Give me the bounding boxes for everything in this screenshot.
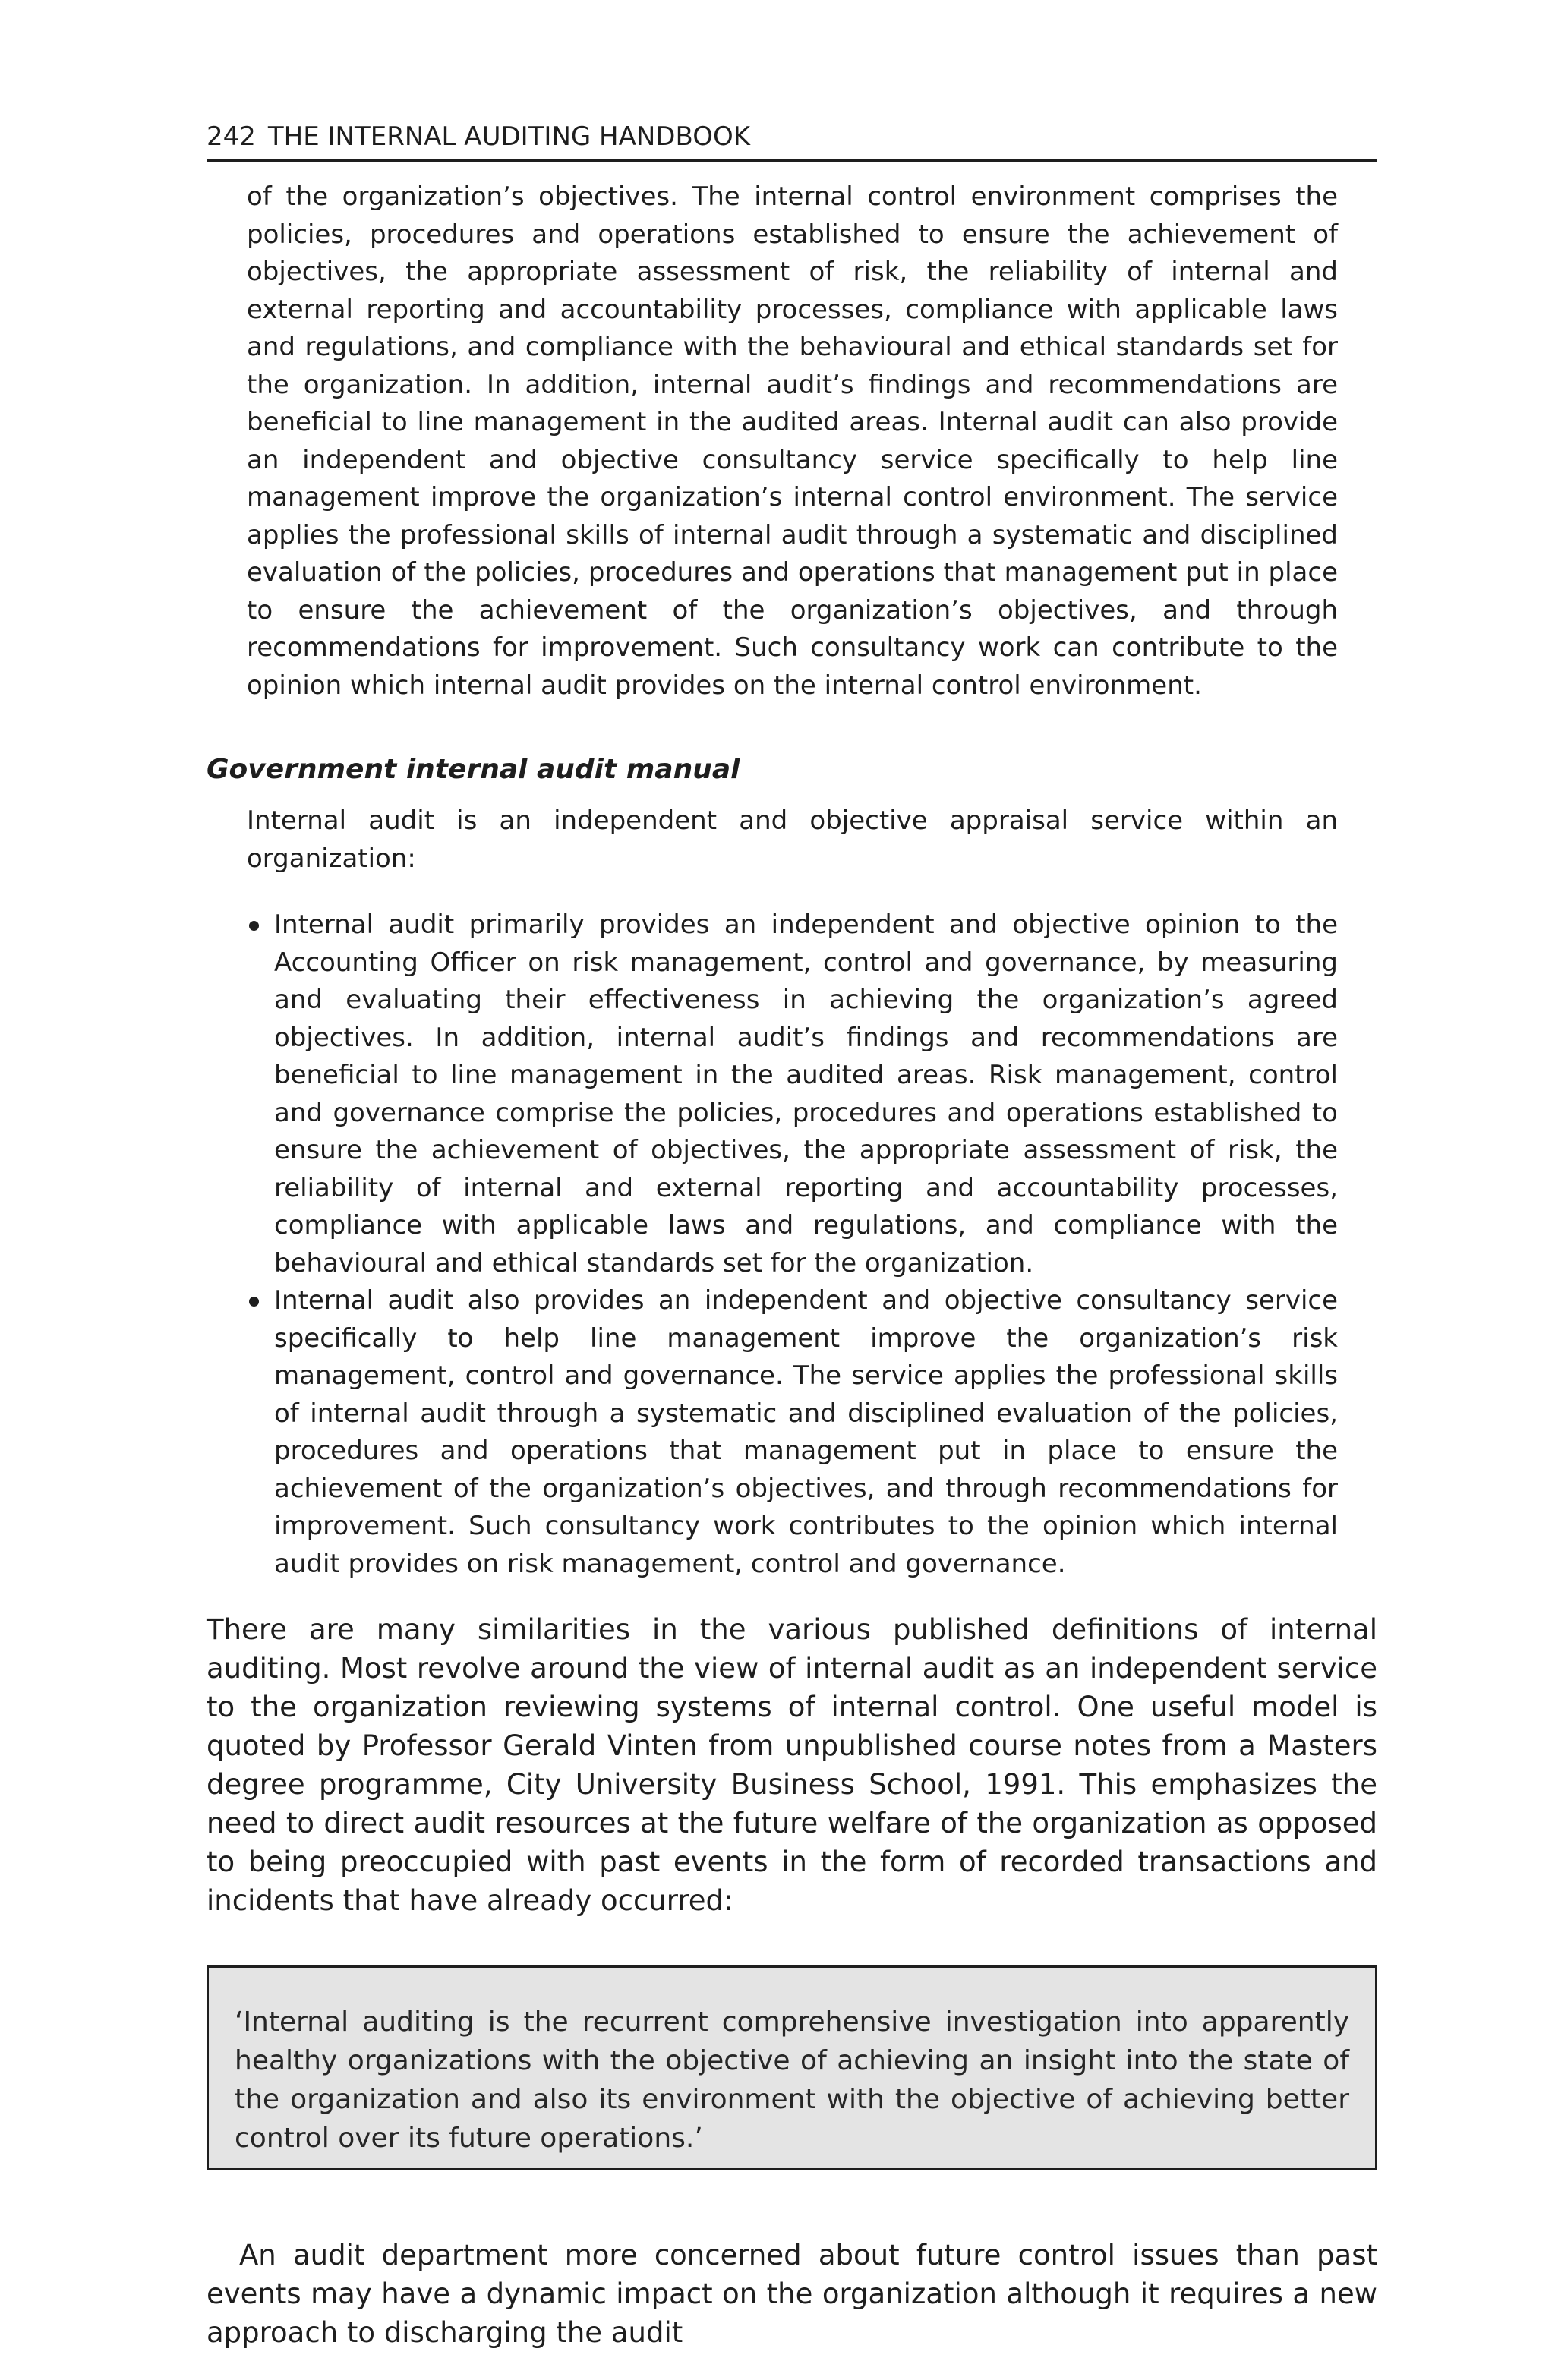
running-header <box>207 114 1377 162</box>
quote-text: ‘Internal auditing is the recurrent comprehensive investigation into apparently healthy organizations with the objective of achieving an insight into the state of the organization and also its environment with the objective of achieving better control over its future operations.’ <box>235 2006 1349 2154</box>
closing-paragraph: An audit department more concerned about future control issues than past events may have a dynamic impact on the organization although it requires a new approach to discharging the audit <box>207 2239 1377 2349</box>
book-page <box>207 114 1377 2380</box>
quote-box <box>207 1965 1377 2170</box>
bullet-item <box>247 906 1338 1282</box>
book-title: THE INTERNAL AUDITING HANDBOOK <box>267 121 751 152</box>
bullet-list <box>247 906 1338 1583</box>
bullet-text: Internal audit primarily provides an independent and objective opinion to the Accounting Officer on risk management, control and governance, by measuring and evaluating their effectiveness in achieving the organization’s agreed objectives. In addition, internal audit’s findings and recommendations are beneficial to line management in the audited areas. Risk management, control and governance comprise the policies, procedures and operations established to ensure the achievement of objectives, the appropriate assessment of risk, the reliability of internal and external reporting and accountability processes, compliance with applicable laws and regulations, and compliance with the behavioural and ethical standards set for the organization. <box>274 909 1338 1278</box>
page-number: 242 <box>207 121 256 152</box>
main-paragraph: There are many similarities in the various published definitions of internal auditing. Most revolve around the view of internal audit as an independent service to the organization reviewing systems of internal control. One useful model is quoted by Professor Gerald Vinten from unpublished course notes from a Masters degree programme, City University Business School, 1991. This emphasizes the need to direct audit resources at the future welfare of the organization as opposed to being preoccupied with past events in the form of recorded transactions and incidents that have already occurred: <box>207 1613 1377 1917</box>
bullet-item <box>247 1282 1338 1583</box>
section-heading: Government internal audit manual <box>207 754 740 785</box>
bullet-icon <box>247 1282 270 1320</box>
bullet-icon <box>247 906 270 944</box>
continued-paragraph: of the organization’s objectives. The internal control environment comprises the policies, procedures and operations established to ensure the achievement of objectives, the appropriate assessment of risk, the reliability of internal and external reporting and accountability processes, compliance with applicable laws and regulations, and compliance with the behavioural and ethical standards set for the organization. In addition, internal audit’s findings and recommendations are beneficial to line management in the audited areas. Internal audit can also provide an independent and objective consultancy service specifically to help line management improve the organization’s internal control environment. The service applies the professional skills of internal audit through a systematic and disciplined evaluation of the policies, procedures and operations that management put in place to ensure the achievement of the organization’s objectives, and through recommendations for improvement. Such consultancy work can contribute to the opinion which internal audit provides on the internal control environment. <box>247 181 1338 701</box>
bullet-text: Internal audit also provides an independent and objective consultancy service specifically to help line management improve the organization’s risk management, control and governance. The service applies the professional skills of internal audit through a systematic and disciplined evaluation of the policies, procedures and operations that management put in place to ensure the achievement of the organization’s objectives, and through recommendations for improvement. Such consultancy work contributes to the opinion which internal audit provides on risk management, control and governance. <box>274 1285 1338 1579</box>
section-intro: Internal audit is an independent and objective appraisal service within an organization: <box>247 805 1338 874</box>
